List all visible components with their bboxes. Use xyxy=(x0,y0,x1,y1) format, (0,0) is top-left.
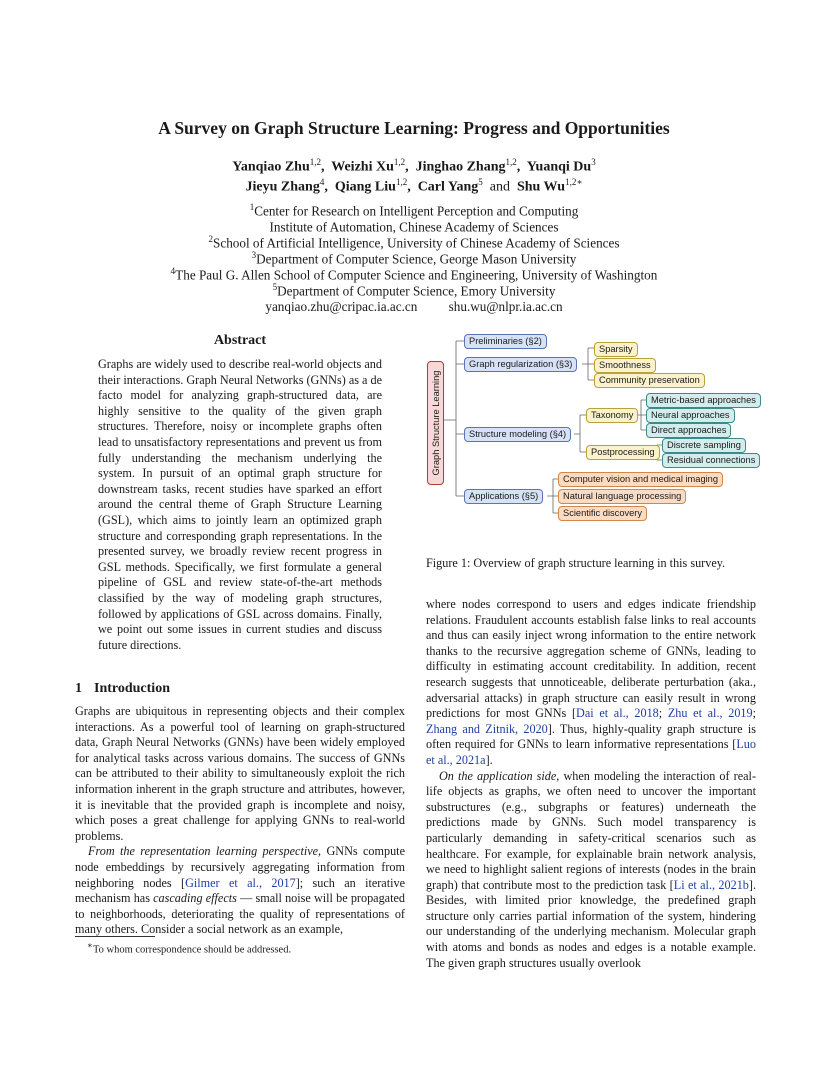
right-column-text xyxy=(426,597,756,971)
abstract-text: Graphs are widely used to describe real-world objects and their interactions. Graph Neural Networks (GNNs) as a de facto model for analyzing graph-structured data, are highly sensitive to the quality of the given graph structures. Therefore, noisy or incomplete graphs often lead to unsatisfactory representations and prevent us from fully understanding the mechanism underlying the system. In pursuit of an optimal graph structure for downstream tasks, recent studies have sparked an effort around the central theme of Graph Structure Learning (GSL), which aims to jointly learn an optimized graph structure and corresponding graph representations. In the presented survey, we broadly review recent progress in GSL methods. Specifically, we first formulate a general pipeline of GSL and review state-of-the-art methods classified by the way of modeling graph structures, followed by applications of GSL across domains. Finally, we point out some issues in current studies and discuss future directions. xyxy=(98,357,382,652)
author-name: Weizhi Xu xyxy=(331,159,394,175)
author-sup: 5 xyxy=(478,177,483,187)
author-sup: 1,2 xyxy=(505,157,517,167)
citation-link[interactable]: Li et al., 2021b xyxy=(673,877,749,892)
citation-link[interactable]: Luo et al., 2021a xyxy=(426,737,756,767)
author-name: Yuanqi Du xyxy=(526,159,592,175)
taxonomy-figure xyxy=(426,330,758,540)
intro-text xyxy=(75,704,405,938)
citation-link[interactable]: Zhu et al., 2019 xyxy=(667,706,753,721)
author-name: Qiang Liu xyxy=(334,179,396,195)
node-applications: Applications (§5) xyxy=(464,489,543,504)
citation-link[interactable]: Zhang and Zitnik, 2020 xyxy=(426,721,548,736)
affiliation: $^2$School of Artificial Intelligence, University of Chinese Academy of Sciences xyxy=(208,234,620,251)
affiliation: $^4$The Paul G. Allen School of Computer Science and Engineering, University of Washington xyxy=(170,266,658,283)
authors-line-2: Jieyu Zhang$^4$, Qiang Liu$^{1,2}$, Carl Yang$^5$ and Shu $Wu^{1,2∗}$ xyxy=(245,177,583,195)
node-direct: Direct approaches xyxy=(646,423,731,438)
author-sup: 1,2 xyxy=(393,157,406,167)
author-name: Jinghao Zhang xyxy=(415,159,506,175)
node-discrete-sampling: Discrete sampling xyxy=(662,438,746,453)
author-sup: 3 xyxy=(591,157,596,167)
figure-caption: Figure 1: Overview of graph structure learning in this survey. xyxy=(426,556,726,570)
affiliation: $^1$Center for Research on Intelligent Perception and Computing xyxy=(249,202,579,219)
citation-link[interactable]: Gilmer et al., 2017 xyxy=(185,875,296,890)
paragraph: Graphs are ubiquitous in representing objects and their complex interactions. As a powerful tool of learning on graph-structured data, Graph Neural Networks (GNNs) have been widely employed for analytical tasks across various domains. The success of GNNs can be attributed to their ability to simultaneously exploit the rich information inherent in the graph structure and attributes, however, it is inevitable that the provided graph is incomplete and noisy, which poses a great challenge for applying GNNs to real-world problems. xyxy=(75,704,405,843)
node-residual-connections: Residual connections xyxy=(662,453,760,468)
footnote-rule xyxy=(75,936,155,937)
node-metric-based: Metric-based approaches xyxy=(646,393,761,408)
node-sparsity: Sparsity xyxy=(594,342,638,357)
email[interactable]: yanqiao.zhu@cripac.ia.ac.cn xyxy=(265,299,418,314)
node-graph-regularization: Graph regularization (§3) xyxy=(464,357,577,372)
section-number: 1 xyxy=(75,681,82,696)
root-node: Graph Structure Learning xyxy=(427,361,444,485)
author-sup: 1,2 xyxy=(395,177,408,187)
section-heading xyxy=(75,681,182,697)
node-neural: Neural approaches xyxy=(646,408,735,423)
author-sup: 1,2 xyxy=(309,157,321,167)
paper-title: A Survey on Graph Structure Learning: Progress and Opportunities xyxy=(158,118,670,138)
node-scientific-discovery: Scientific discovery xyxy=(558,506,647,521)
paragraph: From the representation learning perspective, GNNs compute node embeddings by recursively aggregating information from neighboring nodes [Gilmer et al., 2017]; such an iterative mechanism has cascading effects — small noise will be propagated to neighborhoods, deteriorating the quality of representations of many others. Consider a social network as an example, xyxy=(75,844,405,937)
node-preliminaries: Preliminaries (§2) xyxy=(464,334,547,349)
abstract-heading: Abstract xyxy=(213,333,267,348)
citation-link[interactable]: Dai et al., 2018 xyxy=(576,706,659,721)
paragraph: On the application side, when modeling the interaction of real-life objects as graphs, we often need to uncover the important substructures (e.g., subgraphs or features) underneath the predictions made by GNNs. Such model transparency is particularly demanding in safety-critical scenarios such as healthcare. For example, for explainable brain network analysis, we need to highlight salient regions of interests (nodes in the brain graph) that contribute most to the prediction task [Li et al., 2021b]. Besides, with limited prior knowledge, the predefined graph structure only carries partial information of the system, hindering our understanding of the underlying mechanism. Molecular graph with atoms and bonds as nodes and edges is a notable example. The given graph structures usually overlook xyxy=(426,768,756,970)
footnote: ∗To whom correspondence should be addressed. xyxy=(87,940,292,956)
authors-line-1: Yanqiao Zhu$^{1,2}$, Weizhi Xu$^{1,2}$, Jinghao Zhang$^{1,2}$, Yuanqi Du$^3$ xyxy=(232,157,596,175)
author-name: Shu Wu xyxy=(516,179,566,195)
node-smoothness: Smoothness xyxy=(594,358,656,373)
node-structure-modeling: Structure modeling (§4) xyxy=(464,427,571,442)
author-name: Jieyu Zhang xyxy=(245,179,320,195)
node-computer-vision: Computer vision and medical imaging xyxy=(558,472,723,487)
author-sup: 1,2∗ xyxy=(565,177,583,187)
author-sup: 4 xyxy=(319,177,325,187)
author-name: Yanqiao Zhu xyxy=(232,159,310,175)
emails xyxy=(0,299,828,315)
affiliation: $^5$Department of Computer Science, Emory University xyxy=(272,282,556,299)
affiliation: Institute of Automation, Chinese Academy of Sciences xyxy=(269,219,559,235)
paragraph: where nodes correspond to users and edges indicate friendship relations. Fraudulent accounts establish false links to real accounts and thus can easily inject wrong information to the entire network thanks to the recursive aggregation scheme of GNNs, leading to difficulty in estimating account creditability. In addition, recent research suggests that unnoticeable, deliberate perturbation (aka., adversarial attacks) in graph structure can easily result in wrong predictions for most GNNs [Dai et al., 2018; Zhu et al., 2019; Zhang and Zitnik, 2020]. Thus, highly-quality graph structure is often required for GNNs to learn informative representations [Luo et al., 2021a]. xyxy=(426,597,756,767)
section-title: Introduction xyxy=(94,681,170,696)
author-name: Carl Yang xyxy=(417,179,479,195)
node-nlp: Natural language processing xyxy=(558,489,686,504)
email[interactable]: shu.wu@nlpr.ia.ac.cn xyxy=(448,299,563,314)
node-postprocessing: Postprocessing xyxy=(586,445,660,460)
and-word: and xyxy=(489,179,510,195)
node-taxonomy: Taxonomy xyxy=(586,408,638,423)
node-community-preservation: Community preservation xyxy=(594,373,705,388)
affiliation: $^3$Department of Computer Science, George Mason University xyxy=(251,250,577,267)
